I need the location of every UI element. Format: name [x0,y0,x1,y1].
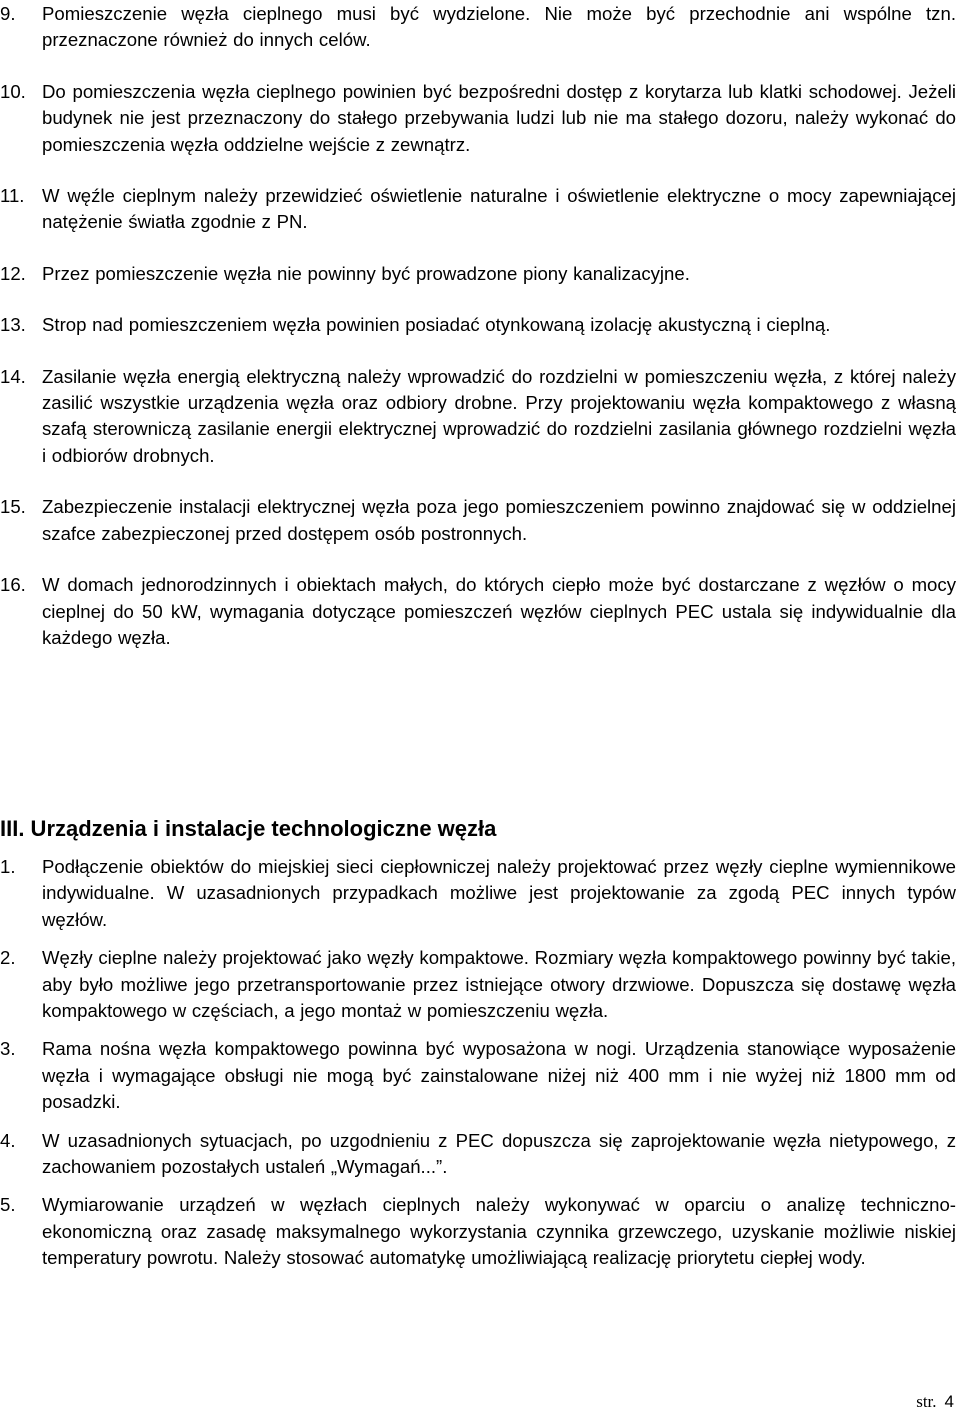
page-label: str. [916,1392,937,1411]
item-text: Zabezpieczenie instalacji elektrycznej węzła poza jego pomieszczeniem powinno znajdować się w oddzielnej szafce zabezpieczonej przed dostępem osób postronnych. [42,496,956,544]
item-text: W uzasadnionych sytuacjach, po uzgodnieniu z PEC dopuszcza się zaprojektowanie węzła nietypowego, z zachowaniem pozostałych ustaleń „Wymagań...”. [42,1129,956,1178]
item-text: Zasilanie węzła energią elektryczną należy wprowadzić do rozdzielni w pomieszczeniu węzła, z której należy zasilić wszystkie urządzenia węzła oraz odbiory drobne. Przy projektowaniu węzła kompaktowego z własną szafą sterowniczą zasilanie energii elektrycznej wprowadzić do rozdzielni zasilania głównego rozdzielni węzła i odbiorów drobnych. [42,365,956,466]
section-heading: III. Urządzenia i instalacje technologiczne węzła [0,816,497,841]
item-number: 11. [0,185,25,207]
list-item [0,79,958,158]
item-text: Do pomieszczenia węzła cieplnego powinien być bezpośredni dostęp z korytarza lub klatki schodowej. Jeżeli budynek nie jest przeznaczony do stałego przebywania ludzi lub nie ma stałego dozoru, należy wykonać do pomieszczenia węzła oddzielne wejście z zewnątrz. [42,80,956,155]
item-text: Strop nad pomieszczeniem węzła powinien posiadać otynkowaną izolację akustyczną i cieplną. [42,314,831,336]
list-item [0,183,958,236]
list-item [0,364,958,470]
item-number: 13. [0,314,26,336]
item-number: 14. [0,365,26,387]
list-item [0,1,958,54]
item-text: W węźle cieplnym należy przewidzieć oświetlenie naturalne i oświetlenie elektryczne o mocy zapewniającej natężenie światła zgodnie z PN. [42,185,956,233]
page-number: 4 [944,1392,954,1411]
item-text: Pomieszczenie węzła cieplnego musi być wydzielone. Nie może być przechodnie ani wspólne tzn. przeznaczone również do innych celów. [42,3,956,51]
item-number: 12. [0,262,26,284]
item-number: 9. [0,3,16,24]
item-number: 1. [0,856,16,877]
item-text: Przez pomieszczenie węzła nie powinny być prowadzone piony kanalizacyjne. [42,262,690,284]
list-item [0,1192,958,1271]
item-text: Węzły cieplne należy projektować jako węzły kompaktowe. Rozmiary węzła kompaktowego powinny być takie, aby było możliwe jego przetransportowanie przez istniejące otwory drzwiowe. Dopuszcza się dostawę węzła kompaktowego w częściach, a jego montaż w pomieszczeniu węzła. [42,947,956,1022]
item-number: 2. [0,947,16,969]
list-item [0,1036,958,1115]
item-text: Rama nośna węzła kompaktowego powinna być wyposażona w nogi. Urządzenia stanowiące wyposażenie węzła i wymagające obsługi nie mogą być zainstalowane niżej niż 400 mm i nie wyżej niż 1800 mm od posadzki. [42,1038,956,1113]
item-number: 16. [0,574,26,596]
list-item [0,945,958,1024]
item-number: 3. [0,1038,16,1060]
page-footer [916,1391,954,1413]
requirements-list-room [0,1,958,676]
item-number: 5. [0,1194,16,1216]
list-item [0,1128,958,1181]
list-item [0,312,958,338]
item-number: 4. [0,1129,16,1151]
item-number: 15. [0,496,26,518]
list-item [0,261,958,287]
item-text: W domach jednorodzinnych i obiektach małych, do których ciepło może być dostarczane z węzłów o mocy cieplnej do 50 kW, wymagania dotyczące pomieszczeń węzłów cieplnych PEC ustala się indywidualnie dla każdego węzła. [42,574,956,648]
item-text: Podłączenie obiektów do miejskiej sieci ciepłowniczej należy projektować przez węzły cieplne wymiennikowe indywidualne. W uzasadnionych przypadkach możliwe jest projektowanie za zgodą PEC innych typów węzłów. [42,856,956,930]
item-number: 10. [0,80,26,102]
list-item [0,854,958,933]
item-text: Wymiarowanie urządzeń w węzłach cieplnych należy wykonywać w oparciu o analizę techniczno-ekonomiczną oraz zasadę maksymalnego wykorzystania czynnika grzewczego, uzyskanie możliwie niskiej temperatury powrotu. Należy stosować automatykę umożliwiającą realizację priorytetu ciepłej wody. [42,1194,956,1269]
requirements-list-technology [0,854,958,1284]
list-item [0,572,958,651]
list-item [0,494,958,547]
